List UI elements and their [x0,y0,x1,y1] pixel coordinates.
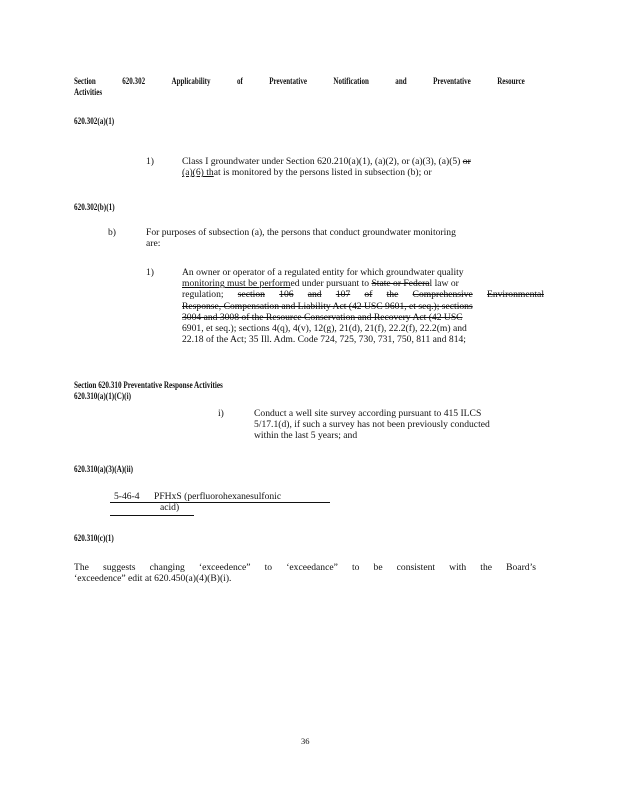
title-word: of [236,76,243,86]
para-i-text [254,408,490,442]
para-b1-line1: An owner or operator of a regulated entity for which groundwater quality [182,267,464,278]
table-rule-top [110,502,330,503]
para-b1-line7: 22.18 of the Act; 35 Ill. Adm. Code 724, 725, 730, 731, 750, 811 and 814; [182,334,466,346]
para-b1-line2a: monitoring must be perform [182,278,291,290]
para-a1-number: 1) [146,156,154,167]
title-word: 620.302 [122,76,146,86]
closing-word: The [74,562,89,573]
closing-word: Board’s [506,562,536,573]
para-b-number: b) [108,227,116,238]
para-i-number: i) [218,408,224,419]
heading-620-310-a3aii: 620.310(a)(3)(A)(ii) [74,464,133,474]
closing-paragraph [74,562,536,584]
para-b1-line5: 3004 and 3008 of the Resource Conservation and Recovery Act (42 USC [182,311,463,323]
para-i-line2: 5/17.1(d), if such a survey has not been previously conducted [254,419,490,431]
para-b-text [146,227,456,249]
page-number: 36 [301,736,310,746]
struck-word: Comprehensive [412,289,473,301]
heading-620-302-b1: 620.302(b)(1) [74,202,115,212]
title-word: and [395,76,407,86]
section-title-line2: Activities [74,87,103,97]
table-rule-bottom [110,515,194,516]
para-i-line3: within the last 5 years; and [254,430,358,442]
struck-or: or [462,156,471,167]
heading-620-310-c1: 620.310(c)(1) [74,533,114,543]
struck-word: Environmental [486,289,544,301]
closing-word: the [480,562,493,573]
closing-word: changing [149,562,185,573]
para-b1-line2c: l law or [429,278,459,290]
para-a1-line2: at is monitored by the persons listed in subsection (b); or [213,167,432,179]
title-word: Preventative [433,76,471,86]
title-word: Section [74,76,96,86]
title-word: Preventative [269,76,307,86]
heading-section-620-310: Section 620.310 Preventative Response Activities [74,380,223,390]
struck-word: 107 [335,289,351,301]
chemical-name-line1: PFHxS (perfluorohexanesulfonic [154,491,282,502]
struck-word: 106 [279,289,294,301]
underlined-a6: (a)(6) th [182,167,214,179]
closing-word: be [373,562,383,573]
para-b1-number: 1) [146,267,154,278]
chemical-name-line2: acid) [160,502,180,514]
closing-line2: ‘exceedence” edit at 620.450(a)(4)(B)(i). [74,573,232,585]
heading-620-302-a1: 620.302(a)(1) [74,116,115,126]
table-cas-number: 5-46-4 [114,491,140,502]
heading-620-310-a1ci: 620.310(a)(1)(C)(i) [74,391,131,401]
para-i-line1: Conduct a well site survey according pursuant to 415 ILCS [254,408,482,419]
title-word: Notification [333,76,369,86]
para-a1-line1: Class I groundwater under Section 620.210(a)(1), (a)(2), or (a)(3), (a)(5) [182,156,463,167]
closing-word: ‘exceedance” [286,562,338,573]
para-b1-line2b: ed under pursuant to [290,278,372,290]
struck-state-federal: State or Federa [371,278,430,290]
para-b-line2: are: [146,238,161,250]
para-b1-line4: Response, Compensation and Liability Act (42 USC 9601, et seq.); sections [182,300,473,312]
struck-word: of [364,289,373,301]
struck-word: the [386,289,399,301]
struck-word: and [307,289,322,301]
para-a1-text [182,156,471,178]
closing-word: ‘exceedence” [198,562,251,573]
closing-word: consistent [396,562,436,573]
section-title [74,76,525,86]
closing-word: to [351,562,360,573]
para-b1-line3a: regulation; [182,289,224,301]
closing-word: suggests [103,562,136,573]
closing-word: to [264,562,273,573]
struck-word: section [237,289,265,301]
para-b1-line6: 6901, et seq.); sections 4(q), 4(v), 12(g), 21(d), 21(f), 22.2(f), 22.2(m) and [182,323,467,335]
para-b-line1: For purposes of subsection (a), the persons that conduct groundwater monitoring [146,227,456,238]
closing-word: with [449,562,467,573]
para-b1-text [182,267,544,345]
title-word: Resource [497,76,525,86]
title-word: Applicability [171,76,211,86]
